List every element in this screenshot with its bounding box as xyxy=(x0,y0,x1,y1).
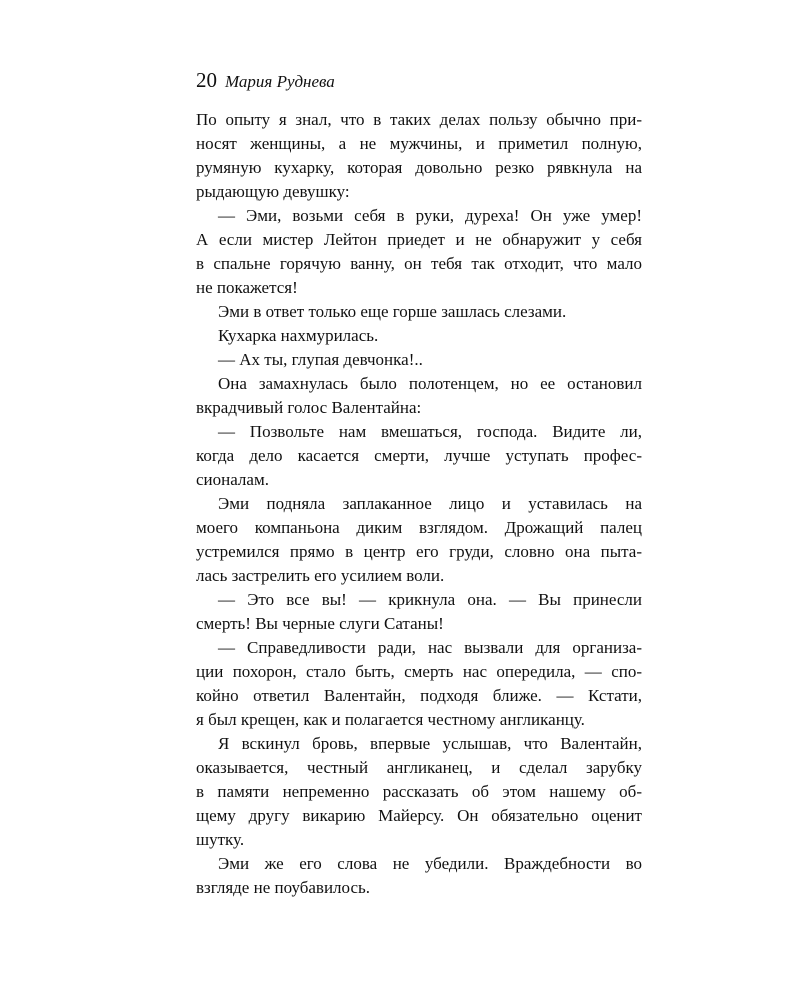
text-line: моего компаньона диким взглядом. Дрожащий палец xyxy=(196,518,642,537)
text-line: оказывается, честный англиканец, и сделал зарубку xyxy=(196,758,642,777)
text-line: в памяти непременно рассказать об этом нашему об- xyxy=(196,782,642,801)
text-line: — Позвольте нам вмешаться, господа. Видите ли, xyxy=(218,422,642,441)
text-line: Эми подняла заплаканное лицо и уставилась на xyxy=(218,494,642,513)
text-line: шутку. xyxy=(196,830,245,849)
text-line: устремился прямо в центр его груди, словно она пыта- xyxy=(196,542,642,561)
text-line: в спальне горячую ванну, он тебя так отходит, что мало xyxy=(196,254,642,273)
text-line: не покажется! xyxy=(196,278,298,297)
text-line: — Эми, возьми себя в руки, дуреха! Он уже умер! xyxy=(218,206,642,225)
text-line: щему другу викарию Майерсу. Он обязательно оценит xyxy=(196,806,642,825)
text-line: я был крещен, как и полагается честному англиканцу. xyxy=(196,710,585,729)
text-line: Эми же его слова не убедили. Враждебности во xyxy=(218,854,642,873)
text-line: смерть! Вы черные слуги Сатаны! xyxy=(196,614,444,633)
text-line: По опыту я знал, что в таких делах пользу обычно при- xyxy=(196,110,642,129)
text-line: вкрадчивый голос Валентайна: xyxy=(196,398,422,417)
running-header xyxy=(196,68,335,93)
text-line: Она замахнулась было полотенцем, но ее остановил xyxy=(218,374,642,393)
text-line: Я вскинул бровь, впервые услышав, что Валентайн, xyxy=(218,734,642,753)
text-line: Кухарка нахмурилась. xyxy=(218,326,379,345)
text-line: румяную кухарку, которая довольно резко рявкнула на xyxy=(196,158,642,177)
text-line: сионалам. xyxy=(196,470,269,489)
text-line: ции похорон, стало быть, смерть нас опередила, — спо- xyxy=(196,662,642,681)
author-name: Мария Руднева xyxy=(225,72,335,91)
text-line: — Ах ты, глупая девчонка!.. xyxy=(218,350,423,369)
text-line: Эми в ответ только еще горше зашлась слезами. xyxy=(218,302,567,321)
body-text xyxy=(196,108,642,900)
text-line: взгляде не поубавилось. xyxy=(196,878,370,897)
text-line: — Это все вы! — крикнула она. — Вы принесли xyxy=(218,590,642,609)
text-line: носят женщины, а не мужчины, и приметил полную, xyxy=(196,134,642,153)
text-line: рыдающую девушку: xyxy=(196,182,350,201)
page-number: 20 xyxy=(196,68,217,92)
text-line: когда дело касается смерти, лучше уступать профес- xyxy=(196,446,642,465)
text-line: — Справедливости ради, нас вызвали для организа- xyxy=(218,638,642,657)
text-line: койно ответил Валентайн, подходя ближе. — Кстати, xyxy=(196,686,642,705)
text-line: А если мистер Лейтон приедет и не обнаружит у себя xyxy=(196,230,642,249)
text-line: лась застрелить его усилием воли. xyxy=(196,566,445,585)
